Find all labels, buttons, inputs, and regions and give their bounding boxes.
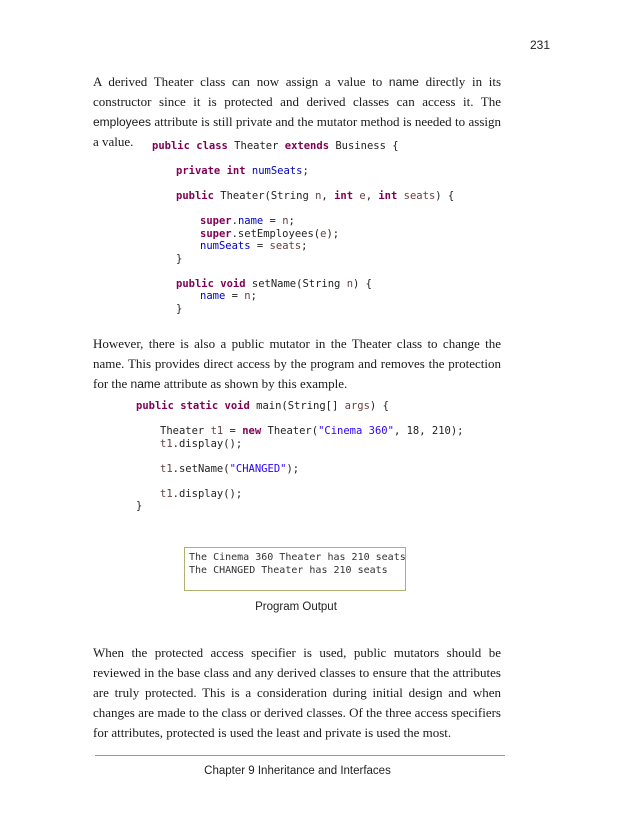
code-keyword: public [176,190,214,202]
code-text: ) { [435,190,455,202]
code-text: .setEmployees( [231,227,321,240]
footer-divider [95,755,505,756]
paragraph-conclusion: When the protected access specifier is used, public mutators should be reviewed in the base class and any derived classes to ensure that the attributes are truly protected. This is a consideration during initial design and when changes are made to the class or derived classes. Of the three access specifiers for attributes, protected is used the least and private is used the most. [93,645,501,740]
code-line [136,425,463,438]
code-field: numSeats [200,240,251,252]
para-text: However, there is also a public mutator in the Theater class to change the name. This provides direct access by the program and removes the protection for the [93,336,501,391]
code-line [152,253,454,266]
code-keyword: public class [152,140,228,152]
code-param: n [315,190,322,202]
code-text: } [176,302,183,315]
code-text: } [176,252,183,265]
code-keyword: public static void [136,400,250,412]
code-line [152,290,454,303]
code-line [152,140,454,153]
code-text: .display(); [172,487,243,500]
code-text: ) { [353,277,372,290]
code-text: = [223,425,243,437]
code-text: main(String[] [249,400,345,412]
code-block-theater-class [152,140,454,315]
code-text: , 18, 210); [393,425,464,437]
para-text: attribute is still private and the mutator method is needed to assign a value. [93,114,501,149]
para-text: attribute as shown by this example. [160,376,348,391]
code-line [152,215,454,228]
page-number: 231 [529,38,550,52]
code-line [136,400,463,413]
code-text: . [231,215,238,227]
code-param: seats [269,240,302,252]
code-param: args [344,400,370,412]
code-text: .setName( [172,462,230,475]
code-text: Theater [160,425,211,437]
code-keyword: new [242,425,262,437]
output-line: The Cinema 360 Theater has 210 seats [189,552,406,563]
code-text: ) { [369,400,389,412]
code-param: t1 [160,487,173,500]
code-text: = [225,290,245,302]
code-text: Theater( [261,425,319,437]
code-line [136,438,463,451]
inline-code-employees: employees [93,115,152,129]
para-text: A derived Theater class can now assign a value to [93,74,389,89]
code-text: ); [286,462,300,475]
code-param: e [359,190,366,202]
code-block-main [136,400,463,513]
code-field: numSeats [251,165,303,177]
inline-code-name: name [388,75,419,89]
code-field: name [237,215,264,227]
code-text: , [321,190,335,202]
code-text: , [365,190,379,202]
chapter-footer: Chapter 9 Inheritance and Interfaces [204,765,391,777]
paragraph-mutator [93,334,501,394]
code-param: n [282,215,289,227]
code-text: ); [326,227,340,240]
code-text: Theater(String [213,190,316,202]
inline-code-name: name [130,377,161,391]
code-line [152,278,454,291]
code-line [152,165,454,178]
code-line [136,488,463,501]
para-text: directly in its constructor since it is protected and derived classes can access it. The [93,74,502,109]
code-text: setName(String [245,277,347,290]
code-keyword: public void [176,277,246,290]
code-param: seats [403,190,436,202]
program-output-box [184,547,406,591]
code-param: t1 [160,437,173,450]
code-keyword: super [200,227,232,240]
figure-caption: Program Output [255,601,337,613]
code-param: t1 [160,462,173,475]
code-string: "Cinema 360" [318,425,394,437]
code-text: } [136,500,143,512]
code-string: "CHANGED" [229,462,287,475]
code-text: ; [250,290,257,302]
code-keyword: private int [176,165,246,177]
code-text: ; [288,215,295,227]
code-line [152,303,454,316]
code-param: n [346,277,354,290]
code-line [152,228,454,241]
code-field: name [200,290,226,302]
code-text: ; [302,165,309,177]
code-text: ; [301,240,308,252]
code-line [152,190,454,203]
code-keyword: extends [284,140,330,152]
code-param: n [244,290,251,302]
code-text: Theater [227,140,285,152]
code-line [152,240,454,253]
code-param: t1 [210,425,224,437]
code-line [136,500,463,513]
code-text: Business { [329,140,399,152]
code-line [136,463,463,476]
code-param: e [320,227,327,240]
code-text: .display(); [172,437,243,450]
code-text: = [250,240,270,252]
code-keyword: int [334,190,354,202]
code-text: = [263,215,283,227]
output-line: The CHANGED Theater has 210 seats [189,565,388,576]
code-keyword: super [200,215,232,227]
code-keyword: int [378,190,398,202]
